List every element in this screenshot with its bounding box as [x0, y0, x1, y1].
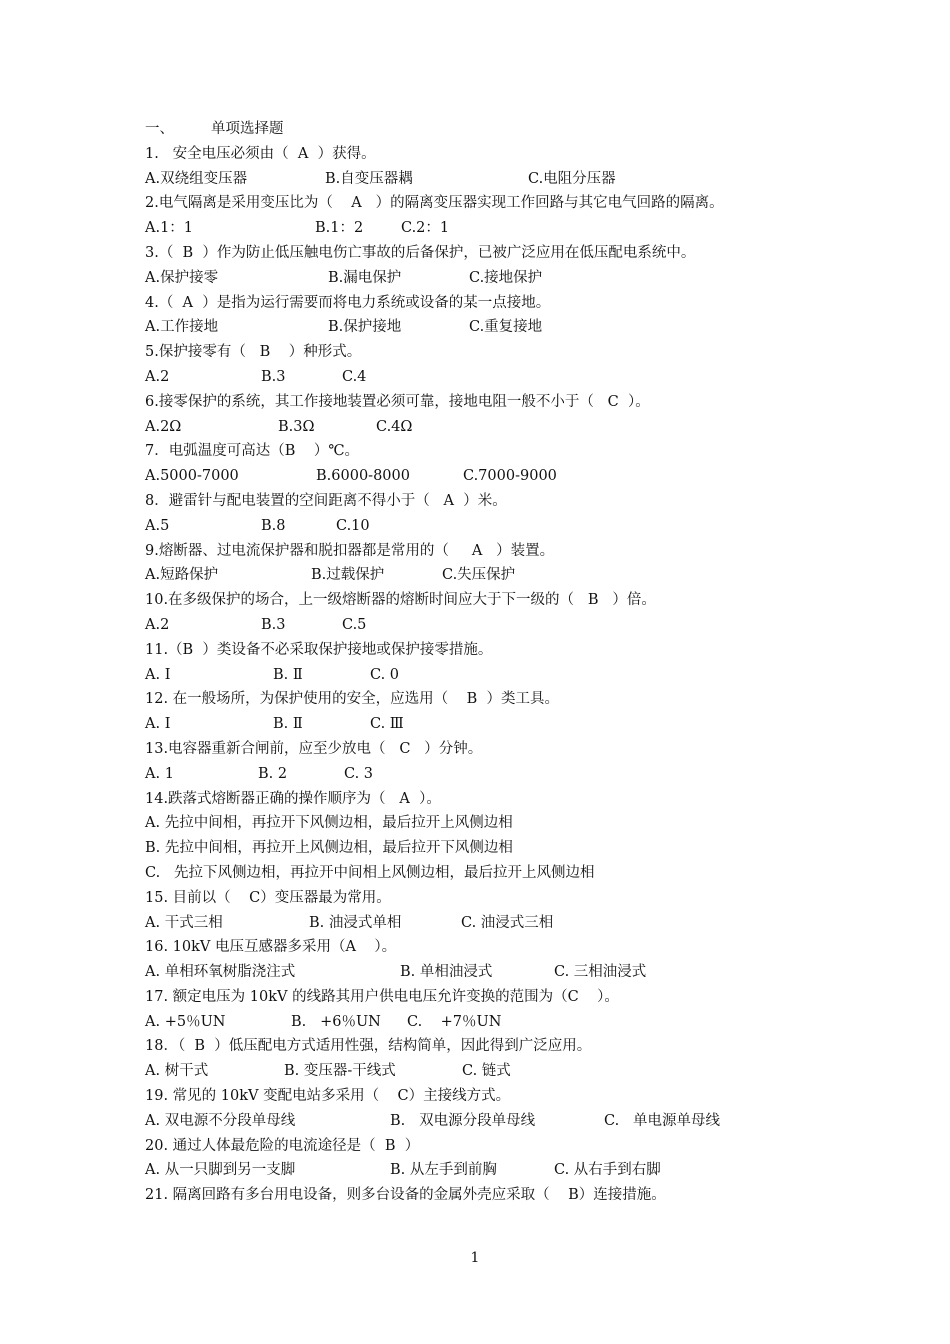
- option-c: C. 3: [344, 765, 374, 782]
- option-c: C.7000-9000: [463, 468, 557, 485]
- option-a: A.2: [145, 368, 170, 385]
- option-c: C. 三相油浸式: [554, 964, 647, 981]
- option-b: B.6000-8000: [316, 468, 410, 485]
- option-b: B.3: [261, 616, 286, 633]
- question-4: 4.（ A ）是指为运行需要而将电力系统或设备的某一点接地。: [145, 294, 551, 311]
- question-19-options: [145, 1109, 845, 1134]
- option-c: C.失压保护: [442, 567, 516, 584]
- question-12: 12. 在一般场所，为保护使用的安全，应选用（ B ）类工具。: [145, 691, 559, 708]
- option-c: C.4Ω: [376, 418, 413, 435]
- option-c: C.4: [342, 368, 367, 385]
- question-14: 14.跌落式熔断器正确的操作顺序为（ A ）。: [145, 790, 441, 807]
- question-14-option-a: A. 先拉中间相，再拉开下风侧边相，最后拉开上风侧边相: [145, 815, 513, 832]
- question-16: 16. 10kV 电压互感器多采用（A ）。: [145, 939, 397, 956]
- option-c: C.10: [336, 517, 370, 534]
- question-11-options: [145, 663, 845, 688]
- question-3: 3.（ B ）作为防止低压触电伤亡事故的后备保护，已被广泛应用在低压配电系统中。: [145, 244, 696, 261]
- option-c: C.5: [342, 616, 367, 633]
- option-b: B.过载保护: [311, 567, 385, 584]
- option-b: B.8: [261, 517, 286, 534]
- question-7-options: [145, 464, 845, 489]
- option-a: A. 单相环氧树脂浇注式: [145, 964, 296, 981]
- option-b: B. 单相油浸式: [400, 964, 493, 981]
- option-a: A. Ⅰ: [145, 716, 171, 733]
- option-c: C.重复接地: [469, 319, 543, 336]
- question-9: 9.熔断器、过电流保护器和脱扣器都是常用的（ A ）装置。: [145, 542, 555, 559]
- option-a: A. 从一只脚到另一支脚: [145, 1162, 296, 1179]
- question-13-options: [145, 762, 845, 787]
- option-c: C. 0: [370, 666, 400, 683]
- question-6: 6.接零保护的系统，其工作接地装置必须可靠，接地电阻一般不小于（ C ）。: [145, 393, 650, 410]
- option-b: B.自变压器耦: [325, 170, 413, 187]
- option-c: C. 油浸式三相: [461, 914, 554, 931]
- option-a: A. 1: [145, 765, 174, 782]
- question-6-options: [145, 415, 845, 440]
- question-19: 19. 常见的 10kV 变配电站多采用（ C）主接线方式。: [145, 1088, 511, 1105]
- option-a: A. 干式三相: [145, 914, 223, 931]
- option-c: C.2：1: [401, 220, 450, 237]
- option-b: B. 从左手到前胸: [390, 1162, 497, 1179]
- question-16-options: [145, 960, 845, 985]
- question-21: 21. 隔离回路有多台用电设备，则多台设备的金属外壳应采取（ B）连接措施。: [145, 1187, 666, 1204]
- option-a: A.短路保护: [145, 567, 219, 584]
- question-17: 17. 额定电压为 10kV 的线路其用户供电电压允许变换的范围为（C ）。: [145, 988, 619, 1005]
- option-a: A.保护接零: [145, 269, 219, 286]
- option-b: B. 2: [258, 765, 288, 782]
- question-2-options: [145, 216, 845, 241]
- question-20-options: [145, 1158, 845, 1183]
- question-1: 1. 安全电压必须由（ A ）获得。: [145, 145, 376, 162]
- question-12-options: [145, 712, 845, 737]
- option-b: B.3Ω: [278, 418, 315, 435]
- option-a: A.2: [145, 616, 170, 633]
- option-c: C. 单电源单母线: [604, 1112, 721, 1129]
- question-1-options: [145, 167, 845, 192]
- option-c: C. 从右手到右脚: [554, 1162, 661, 1179]
- question-15: 15. 目前以（ C）变压器最为常用。: [145, 889, 391, 906]
- option-b: B. 变压器-干线式: [284, 1063, 396, 1080]
- option-a: A.2Ω: [145, 418, 182, 435]
- question-9-options: [145, 563, 845, 588]
- question-5: 5.保护接零有（ B ）种形式。: [145, 344, 362, 361]
- question-7: 7．电弧温度可高达（B ）℃。: [145, 443, 360, 460]
- option-b: B. 双电源分段单母线: [390, 1112, 536, 1129]
- option-a: A.1：1: [145, 220, 194, 237]
- question-3-options: [145, 266, 845, 291]
- question-8-options: [145, 514, 845, 539]
- section-title: 单项选择题: [211, 121, 284, 137]
- question-10: 10.在多级保护的场合，上一级熔断器的熔断时间应大于下一级的（ B ）倍。: [145, 592, 656, 609]
- question-8: 8．避雷针与配电装置的空间距离不得小于（ A ）米。: [145, 492, 507, 509]
- option-a: A.5: [145, 517, 170, 534]
- option-b: B. 油浸式单相: [309, 914, 402, 931]
- option-c: C. +7％UN: [407, 1013, 502, 1030]
- option-b: B.3: [261, 368, 286, 385]
- question-17-options: [145, 1010, 845, 1035]
- option-a: A. 树干式: [145, 1063, 209, 1080]
- option-a: A. Ⅰ: [145, 666, 171, 683]
- question-2: 2.电气隔离是采用变压比为（ A ）的隔离变压器实现工作回路与其它电气回路的隔离。: [145, 195, 724, 212]
- option-b: B. Ⅱ: [273, 716, 303, 733]
- option-b: B.保护接地: [328, 319, 402, 336]
- option-c: C.电阻分压器: [528, 170, 616, 187]
- option-b: B.漏电保护: [328, 269, 402, 286]
- option-b: B.1：2: [315, 220, 364, 237]
- page-number: 1: [470, 1250, 480, 1266]
- question-4-options: [145, 315, 845, 340]
- section-heading: [145, 117, 845, 142]
- question-13: 13.电容器重新合闸前，应至少放电（ C ）分钟。: [145, 740, 483, 757]
- question-20: 20. 通过人体最危险的电流途径是（ B ）: [145, 1137, 420, 1154]
- question-18-options: [145, 1059, 845, 1084]
- question-list: [145, 142, 845, 1208]
- question-11: 11.（B ）类设备不必采取保护接地或保护接零措施。: [145, 641, 493, 658]
- option-b: B. Ⅱ: [273, 666, 303, 683]
- section-number: 一、: [145, 121, 174, 137]
- option-a: A.5000-7000: [145, 468, 239, 485]
- question-5-options: [145, 365, 845, 390]
- option-a: A.双绕组变压器: [145, 170, 248, 187]
- option-a: A. 双电源不分段单母线: [145, 1112, 296, 1129]
- question-10-options: [145, 613, 845, 638]
- option-b: B. +6％UN: [291, 1013, 381, 1030]
- question-15-options: [145, 911, 845, 936]
- question-18: 18．（ B ）低压配电方式适用性强，结构简单，因此得到广泛应用。: [145, 1038, 592, 1055]
- option-a: A. +5％UN: [145, 1013, 226, 1030]
- option-c: C.接地保护: [469, 269, 543, 286]
- option-c: C. Ⅲ: [370, 716, 404, 733]
- question-14-option-c: C. 先拉下风侧边相，再拉开中间相上风侧边相，最后拉开上风侧边相: [145, 864, 595, 881]
- option-a: A.工作接地: [145, 319, 219, 336]
- option-c: C. 链式: [462, 1063, 511, 1080]
- question-14-option-b: B. 先拉中间相，再拉开上风侧边相，最后拉开下风侧边相: [145, 840, 513, 857]
- document-body: [145, 117, 845, 1208]
